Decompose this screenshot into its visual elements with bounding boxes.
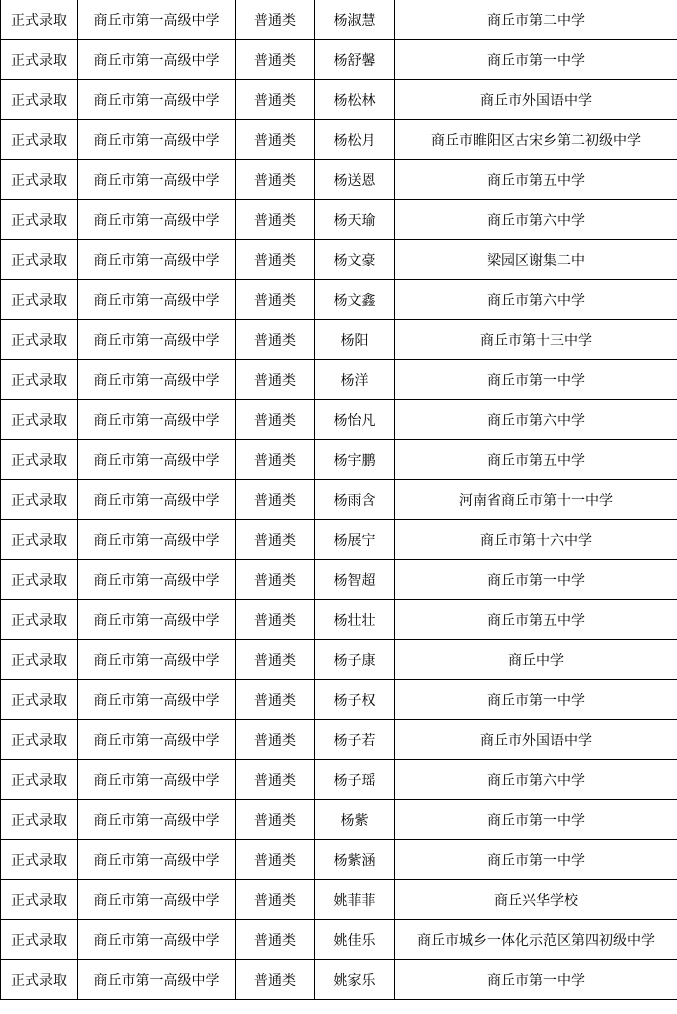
table-row [1, 480, 677, 520]
origin-school-cell: 商丘市外国语中学 [395, 80, 677, 120]
status-cell: 正式录取 [1, 640, 78, 680]
status-cell: 正式录取 [1, 320, 78, 360]
school-cell: 商丘市第一高级中学 [78, 520, 236, 560]
table-row [1, 400, 677, 440]
status-cell: 正式录取 [1, 200, 78, 240]
origin-school-cell: 梁园区谢集二中 [395, 240, 677, 280]
student-name-cell: 杨文鑫 [315, 280, 395, 320]
student-name-cell: 杨紫涵 [315, 840, 395, 880]
school-cell: 商丘市第一高级中学 [78, 0, 236, 40]
student-name-cell: 杨文豪 [315, 240, 395, 280]
school-cell: 商丘市第一高级中学 [78, 480, 236, 520]
school-cell: 商丘市第一高级中学 [78, 720, 236, 760]
table-row [1, 40, 677, 80]
student-name-cell: 杨子若 [315, 720, 395, 760]
school-cell: 商丘市第一高级中学 [78, 440, 236, 480]
school-cell: 商丘市第一高级中学 [78, 880, 236, 920]
origin-school-cell: 商丘市第六中学 [395, 760, 677, 800]
student-name-cell: 杨雨含 [315, 480, 395, 520]
status-cell: 正式录取 [1, 800, 78, 840]
origin-school-cell: 河南省商丘市第十一中学 [395, 480, 677, 520]
school-cell: 商丘市第一高级中学 [78, 160, 236, 200]
school-cell: 商丘市第一高级中学 [78, 680, 236, 720]
status-cell: 正式录取 [1, 360, 78, 400]
category-cell: 普通类 [236, 880, 315, 920]
category-cell: 普通类 [236, 680, 315, 720]
origin-school-cell: 商丘市第一中学 [395, 40, 677, 80]
category-cell: 普通类 [236, 760, 315, 800]
student-name-cell: 杨洋 [315, 360, 395, 400]
school-cell: 商丘市第一高级中学 [78, 600, 236, 640]
table-row [1, 680, 677, 720]
table-row [1, 280, 677, 320]
status-cell: 正式录取 [1, 280, 78, 320]
origin-school-cell: 商丘市第六中学 [395, 400, 677, 440]
table-row [1, 720, 677, 760]
student-name-cell: 杨天瑜 [315, 200, 395, 240]
category-cell: 普通类 [236, 520, 315, 560]
table-row [1, 960, 677, 1000]
origin-school-cell: 商丘市睢阳区古宋乡第二初级中学 [395, 120, 677, 160]
student-name-cell: 杨紫 [315, 800, 395, 840]
category-cell: 普通类 [236, 800, 315, 840]
student-name-cell: 杨松林 [315, 80, 395, 120]
table-body [1, 0, 677, 1000]
status-cell: 正式录取 [1, 960, 78, 1000]
status-cell: 正式录取 [1, 120, 78, 160]
category-cell: 普通类 [236, 160, 315, 200]
origin-school-cell: 商丘市第十三中学 [395, 320, 677, 360]
table-row [1, 320, 677, 360]
school-cell: 商丘市第一高级中学 [78, 200, 236, 240]
status-cell: 正式录取 [1, 560, 78, 600]
school-cell: 商丘市第一高级中学 [78, 320, 236, 360]
school-cell: 商丘市第一高级中学 [78, 960, 236, 1000]
student-name-cell: 姚家乐 [315, 960, 395, 1000]
school-cell: 商丘市第一高级中学 [78, 280, 236, 320]
school-cell: 商丘市第一高级中学 [78, 760, 236, 800]
school-cell: 商丘市第一高级中学 [78, 800, 236, 840]
student-name-cell: 杨子权 [315, 680, 395, 720]
table-row [1, 200, 677, 240]
student-name-cell: 杨送恩 [315, 160, 395, 200]
school-cell: 商丘市第一高级中学 [78, 240, 236, 280]
origin-school-cell: 商丘市第一中学 [395, 560, 677, 600]
status-cell: 正式录取 [1, 600, 78, 640]
category-cell: 普通类 [236, 400, 315, 440]
category-cell: 普通类 [236, 480, 315, 520]
origin-school-cell: 商丘市第二中学 [395, 0, 677, 40]
table-row [1, 120, 677, 160]
student-name-cell: 杨阳 [315, 320, 395, 360]
origin-school-cell: 商丘市第六中学 [395, 280, 677, 320]
school-cell: 商丘市第一高级中学 [78, 80, 236, 120]
table-row [1, 880, 677, 920]
category-cell: 普通类 [236, 920, 315, 960]
student-name-cell: 杨宇鹏 [315, 440, 395, 480]
school-cell: 商丘市第一高级中学 [78, 640, 236, 680]
category-cell: 普通类 [236, 360, 315, 400]
status-cell: 正式录取 [1, 680, 78, 720]
school-cell: 商丘市第一高级中学 [78, 360, 236, 400]
status-cell: 正式录取 [1, 520, 78, 560]
category-cell: 普通类 [236, 560, 315, 600]
school-cell: 商丘市第一高级中学 [78, 560, 236, 600]
table-row [1, 520, 677, 560]
student-name-cell: 杨怡凡 [315, 400, 395, 440]
status-cell: 正式录取 [1, 80, 78, 120]
table-row [1, 640, 677, 680]
status-cell: 正式录取 [1, 400, 78, 440]
origin-school-cell: 商丘市第六中学 [395, 200, 677, 240]
status-cell: 正式录取 [1, 0, 78, 40]
student-name-cell: 杨壮壮 [315, 600, 395, 640]
student-name-cell: 杨淑慧 [315, 0, 395, 40]
status-cell: 正式录取 [1, 760, 78, 800]
origin-school-cell: 商丘市第十六中学 [395, 520, 677, 560]
student-name-cell: 姚菲菲 [315, 880, 395, 920]
origin-school-cell: 商丘市第一中学 [395, 680, 677, 720]
table-row [1, 0, 677, 40]
status-cell: 正式录取 [1, 840, 78, 880]
student-name-cell: 杨展宁 [315, 520, 395, 560]
table-row [1, 760, 677, 800]
origin-school-cell: 商丘市第一中学 [395, 360, 677, 400]
school-cell: 商丘市第一高级中学 [78, 840, 236, 880]
status-cell: 正式录取 [1, 40, 78, 80]
student-name-cell: 杨舒馨 [315, 40, 395, 80]
origin-school-cell: 商丘兴华学校 [395, 880, 677, 920]
school-cell: 商丘市第一高级中学 [78, 40, 236, 80]
category-cell: 普通类 [236, 960, 315, 1000]
table-row [1, 360, 677, 400]
category-cell: 普通类 [236, 600, 315, 640]
table-row [1, 600, 677, 640]
category-cell: 普通类 [236, 640, 315, 680]
status-cell: 正式录取 [1, 920, 78, 960]
table-row [1, 840, 677, 880]
status-cell: 正式录取 [1, 160, 78, 200]
category-cell: 普通类 [236, 40, 315, 80]
table-row [1, 440, 677, 480]
category-cell: 普通类 [236, 240, 315, 280]
table-row [1, 800, 677, 840]
category-cell: 普通类 [236, 280, 315, 320]
table-row [1, 920, 677, 960]
student-name-cell: 杨子瑶 [315, 760, 395, 800]
category-cell: 普通类 [236, 0, 315, 40]
category-cell: 普通类 [236, 720, 315, 760]
student-name-cell: 姚佳乐 [315, 920, 395, 960]
origin-school-cell: 商丘市第一中学 [395, 800, 677, 840]
student-name-cell: 杨子康 [315, 640, 395, 680]
origin-school-cell: 商丘市第一中学 [395, 960, 677, 1000]
table-row [1, 240, 677, 280]
status-cell: 正式录取 [1, 720, 78, 760]
category-cell: 普通类 [236, 120, 315, 160]
origin-school-cell: 商丘市第五中学 [395, 160, 677, 200]
table-row [1, 160, 677, 200]
status-cell: 正式录取 [1, 880, 78, 920]
status-cell: 正式录取 [1, 240, 78, 280]
table-row [1, 80, 677, 120]
category-cell: 普通类 [236, 200, 315, 240]
origin-school-cell: 商丘市第五中学 [395, 600, 677, 640]
origin-school-cell: 商丘市第一中学 [395, 840, 677, 880]
origin-school-cell: 商丘中学 [395, 640, 677, 680]
school-cell: 商丘市第一高级中学 [78, 920, 236, 960]
category-cell: 普通类 [236, 80, 315, 120]
school-cell: 商丘市第一高级中学 [78, 400, 236, 440]
origin-school-cell: 商丘市城乡一体化示范区第四初级中学 [395, 920, 677, 960]
status-cell: 正式录取 [1, 480, 78, 520]
table-row [1, 560, 677, 600]
category-cell: 普通类 [236, 840, 315, 880]
student-name-cell: 杨松月 [315, 120, 395, 160]
school-cell: 商丘市第一高级中学 [78, 120, 236, 160]
student-name-cell: 杨智超 [315, 560, 395, 600]
origin-school-cell: 商丘市第五中学 [395, 440, 677, 480]
origin-school-cell: 商丘市外国语中学 [395, 720, 677, 760]
status-cell: 正式录取 [1, 440, 78, 480]
category-cell: 普通类 [236, 320, 315, 360]
category-cell: 普通类 [236, 440, 315, 480]
